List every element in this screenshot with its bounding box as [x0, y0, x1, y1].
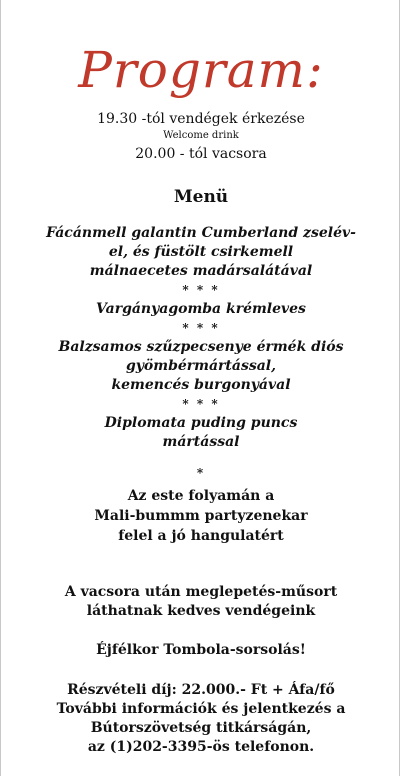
surprise-line-2: láthatnak kedves vendégeink: [86, 603, 316, 619]
course-4-line-2: mártással: [162, 434, 240, 450]
section-star: *: [196, 466, 206, 480]
course-separator: * * *: [182, 283, 220, 297]
band-line-3: felel a jó hangulatért: [118, 528, 284, 544]
participation-phone: az (1)202-3395-ös telefonon.: [87, 739, 315, 755]
band-line-1: Az este folyamán a: [127, 488, 275, 504]
tombola-text: Éjfélkor Tombola-sorsolás!: [96, 642, 306, 658]
course-1-line-1: Fácánmell galantin Cumberland zselév-: [46, 225, 356, 241]
course-2-line-1: Vargányagomba krémleves: [96, 301, 306, 317]
participation-fee: Részvételi díj: 22.000.- Ft + Áfa/fő: [67, 682, 335, 698]
surprise-line-1: A vacsora után meglepetés-műsort: [64, 584, 338, 600]
dinner-time: 20.00 - tól vacsora: [135, 146, 267, 162]
course-separator: * * *: [182, 321, 220, 335]
band-line-2: Mali-bummm partyzenekar: [94, 508, 308, 524]
course-3-line-1: Balzsamos szűzpecsenye érmék diós: [58, 339, 344, 355]
participation-info-line-1: További információk és jelentkezés a: [56, 701, 346, 717]
program-title: Program:: [78, 41, 324, 99]
arrival-time: 19.30 -tól vendégek érkezése: [97, 111, 305, 127]
course-separator: * * *: [182, 397, 220, 411]
menu-heading: Menü: [173, 187, 229, 207]
welcome-drink: Welcome drink: [163, 130, 239, 141]
course-3-line-3: kemencés burgonyával: [111, 377, 291, 393]
participation-info-line-2: Bútorszövetség titkárságán,: [90, 720, 312, 736]
course-1-line-2: el, és füstölt csirkemell: [108, 244, 294, 260]
course-1-line-3: málnaecetes madársalátával: [89, 263, 313, 279]
course-3-line-2: gyömbérmártással,: [126, 358, 276, 374]
course-4-line-1: Diplomata puding puncs: [104, 415, 298, 431]
